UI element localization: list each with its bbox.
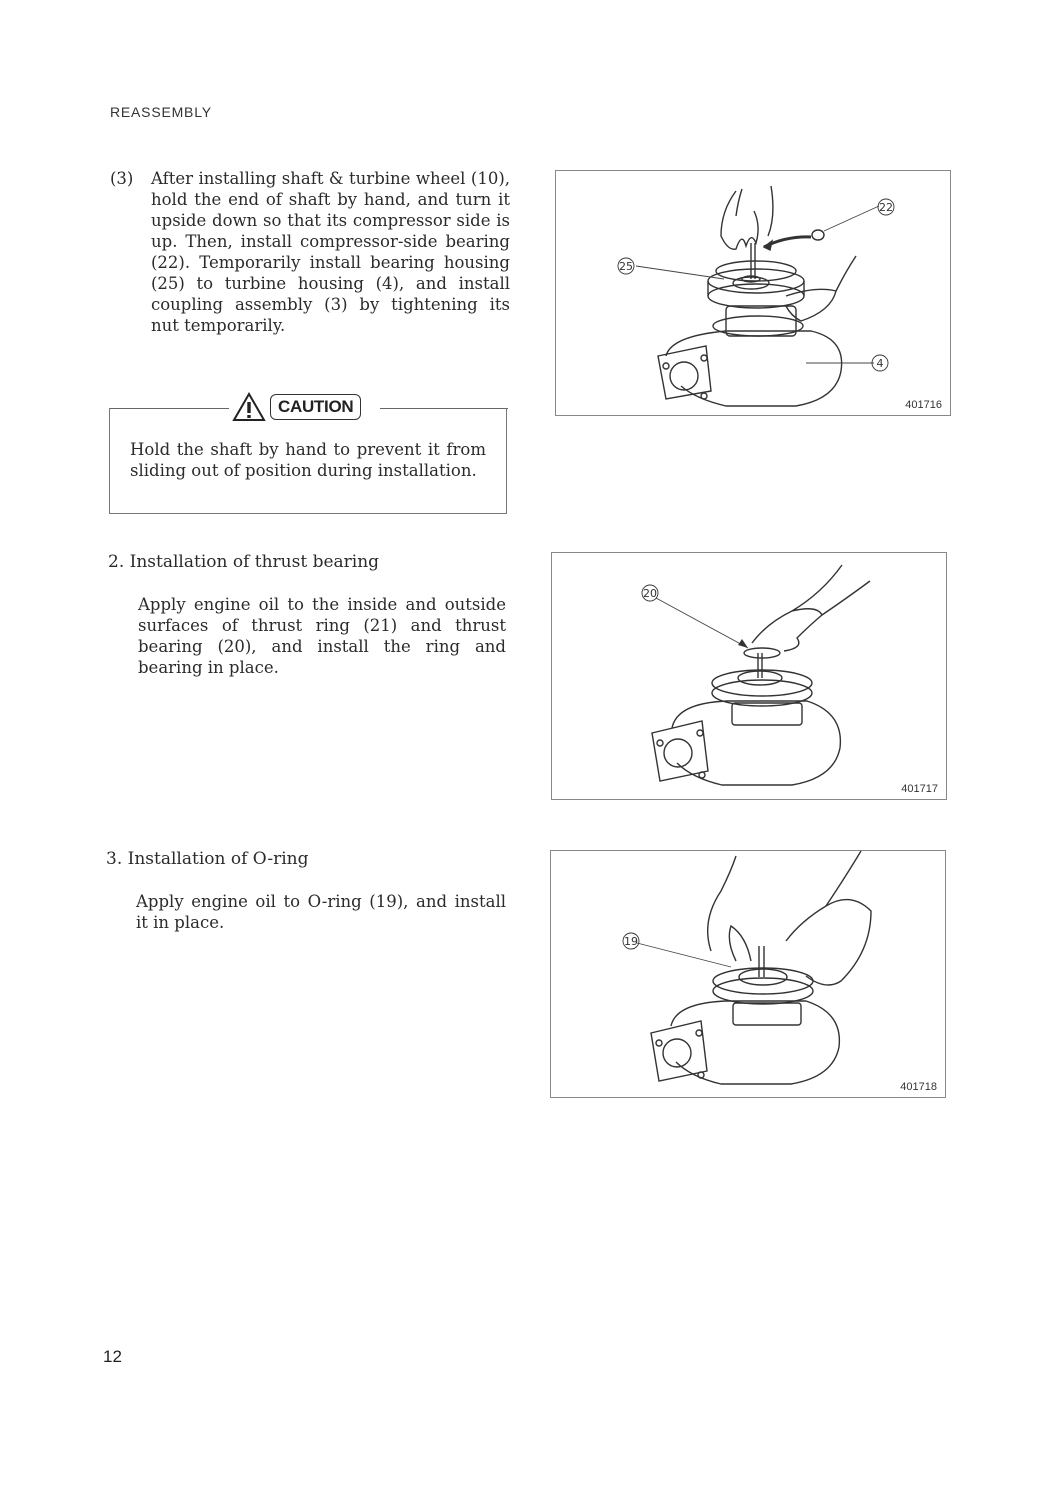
step-3-text: After installing shaft & turbine wheel (10), hold the end of shaft by hand, and turn it upside down so that its compressor side is up. Then, install compressor-side bearing (22). Temporarily install bearing housing (25) to turbine housing (4), and install coupling assembly (3) by tightening its nut temporarily.: [151, 169, 510, 335]
figure-401717: [551, 552, 947, 800]
section-header: REASSEMBLY: [110, 104, 212, 120]
figure-401718: [550, 850, 946, 1098]
page-number: 12: [103, 1347, 122, 1366]
caution-label: [232, 390, 361, 424]
warning-triangle-icon: [232, 392, 266, 422]
turbocharger-bearing-housing-illustration: [556, 171, 950, 415]
callout-20: 20: [643, 587, 657, 600]
section-3-heading: 3. Installation of O-ring: [106, 849, 309, 869]
section-3-text: Apply engine oil to O-ring (19), and install it in place.: [136, 892, 506, 932]
thrust-bearing-installation-illustration: [552, 553, 946, 799]
callout-22: 22: [879, 201, 893, 214]
section-2-text: Apply engine oil to the inside and outside surfaces of thrust ring (21) and thrust bearing (20), and install the ring and bearing in place.: [138, 595, 506, 677]
figure-number: 401717: [901, 783, 938, 795]
figure-number: 401718: [900, 1081, 937, 1093]
step-3: [110, 168, 510, 336]
figure-401716: [555, 170, 951, 416]
o-ring-installation-illustration: [551, 851, 945, 1097]
callout-19: 19: [624, 935, 638, 948]
caution-text: Hold the shaft by hand to prevent it from sliding out of position during installation.: [130, 440, 486, 480]
callout-4: 4: [876, 357, 884, 370]
figure-number: 401716: [905, 399, 942, 411]
section-2-heading: 2. Installation of thrust bearing: [108, 552, 380, 572]
callout-25: 25: [619, 260, 633, 273]
caution-label-text: CAUTION: [270, 394, 361, 420]
step-3-number: (3): [110, 169, 134, 188]
